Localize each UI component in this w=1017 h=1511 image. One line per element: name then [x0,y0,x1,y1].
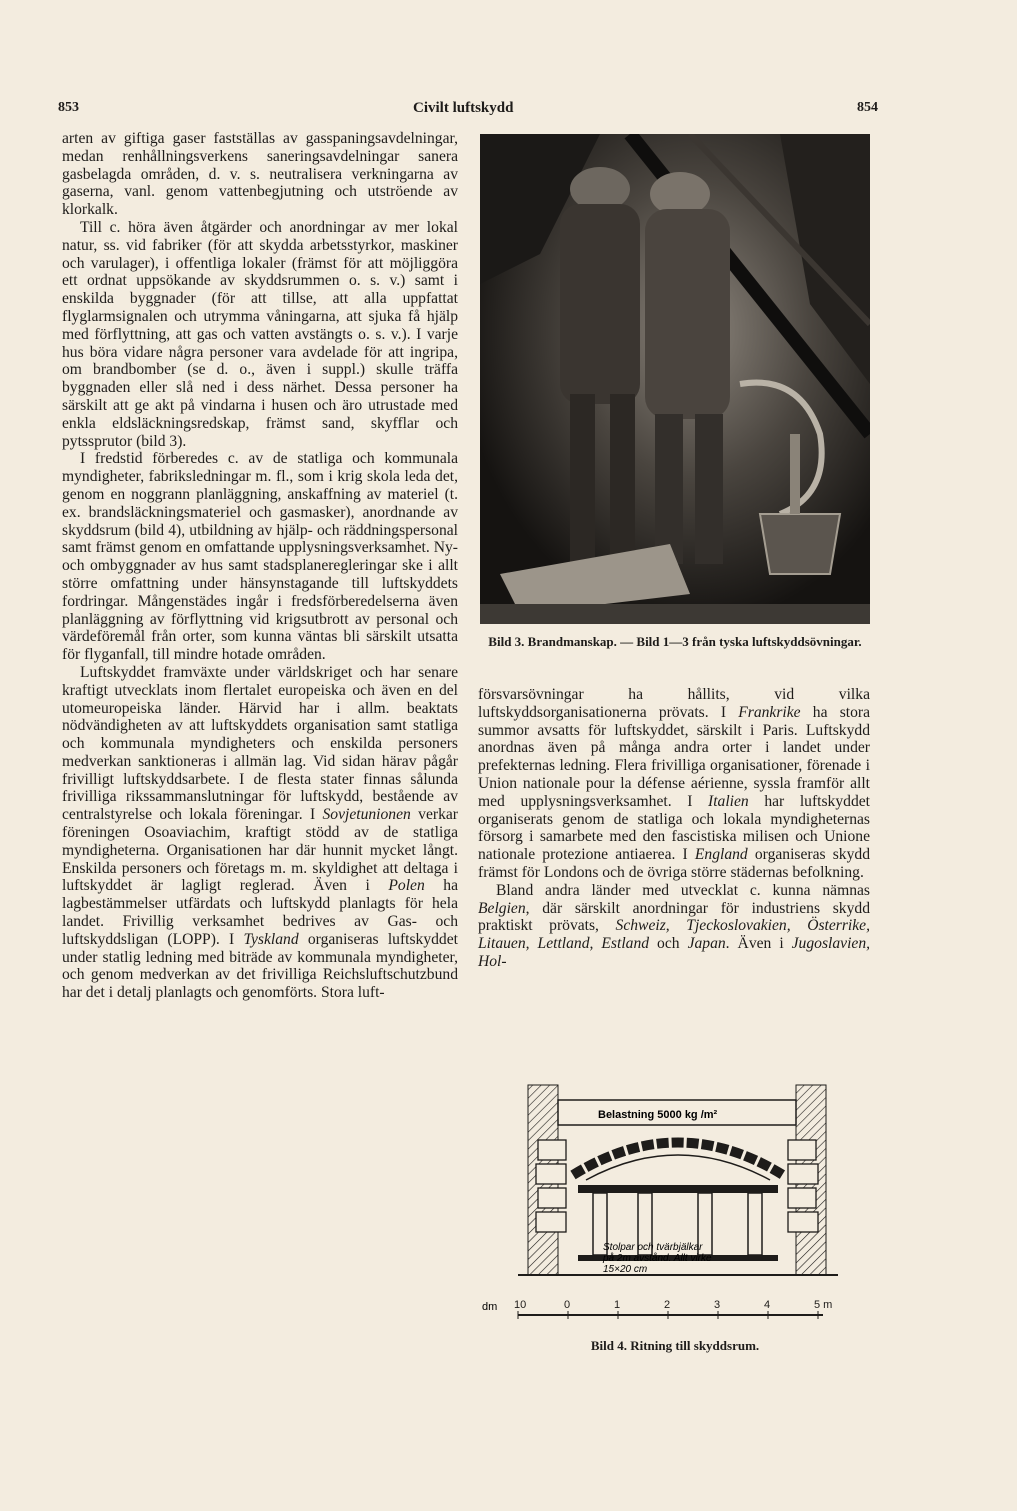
country-name: Belgien [478,899,526,917]
scale-unit: dm [482,1301,498,1313]
right-column [478,686,870,971]
firefighters-photo [480,134,870,624]
drawing-caption: Bild 4. Ritning till skyddsrum. [590,1338,760,1353]
photo-illustration [480,134,870,624]
scale-tick-label: 4 [764,1299,771,1311]
country-name: Italien [708,792,749,810]
paragraph: arten av giftiga gaser fastställas av gasspaningsavdelningar, medan renhållningsverkens saneringsavdelningar sanera gasbelagda områden, d. v. s. neutralisera verkningarna av gaserna, vanl. genom vattenbegjutning och utströende av klorkalk. [62,130,458,219]
shelter-cross-section [478,1080,872,1332]
paragraph: I fredstid förberedes c. av de statliga och kommunala myndigheter, fabriksledningar m. fl., som i krig skola leda det, genom en noggrann planläggning, anskaffning av materiel (t. ex. brandsläckningsmateriel och gasmasker), anordnande av skyddsrum (bild 4), utbildning av hjälp- och räddningspersonal samt främst genom en omfattande upplysningsverksamhet. Ny- och ombyggnader av hus samt stadsplaneregleringar ske i allt större omfattning under hänsynstagande till luftskyddets fordringar. Mångenstädes ingår i fredsförberedelserna även planläggning av förflyttning vid krigsutbrott av personal och värdeföremål från orter, som kunna väntas bli särskilt utsatta för flyganfall, till mindre hotade områden. [62,450,458,664]
scale-tick-label: 1 [614,1299,621,1311]
page-number-right: 854 [857,100,878,115]
scale-tick-label: 2 [664,1299,671,1311]
country-name: Jugoslavien, Hol- [478,935,871,970]
paragraph: Bland andra länder med utvecklat c. kunna nämnas Belgien, där särskilt anordningar för industriens skydd praktiskt prövats, Schweiz, Tjeckoslovakien, Österrike, Litauen, Lettland, Estland och Japan. Även i Jugoslavien, Hol- [478,881,871,970]
construction-note-3: 15×20 cm [603,1264,648,1275]
paragraph: Luftskyddet framväxte under världskriget och har senare kraftigt utvecklats inom flertalet europeiska och även en del utomeuropeiska länder. Härvid har i allm. beaktats nödvändigheten av att luftskyddets organisation samt statliga och kommunala myndigheters och enskilda personers medverkan sanktioneras i allmän lag. Vid sidan härav pågår frivilligt luftskyddsarbete. I de flesta stater finnas sålunda frivilliga rikssammanslutningar för luftskydd, bestående av centralstyrelse och lokala föreningar. I Sovjetunionen verkar föreningen Osoaviachim, kraftigt stödd av de statliga myndigheterna. Organisationen har där hunnit mycket långt. Enskilda personers och företags m. m. skyldighet att deltaga i luftskyddet är lagligt reglerad. Även i Polen ha lagbestämmelser utfärdats och luftskydd planlagts för hela landet. Frivillig verksamhet bedrives av Gas- och luftskyddsligan (LOPP). I Tyskland organiseras luftskyddet under statlig ledning med biträde av kommunala myndigheter, och genom medverkan av det frivilliga Reichsluftschutzbund har det i detalj planlagts och genomförts. Stora luft- [62,663,458,1002]
scale-tick-label: 0 [564,1299,571,1311]
country-name: Schweiz, Tjeckoslovakien, Österrike, Litauen, Lettland, Estland [478,917,870,953]
construction-note-1: Stolpar och tvärbjälkar [603,1242,703,1253]
country-name: Polen [388,877,425,895]
construction-note-2: på 2m avstånd. Allt virke [603,1253,712,1264]
left-column [62,130,458,1002]
country-name: Sovjetunionen [322,806,411,824]
country-name: Tyskland [243,930,299,948]
load-label: Belastning 5000 kg /m² [598,1109,718,1121]
shelter-drawing [478,1080,872,1332]
photo-caption: Bild 3. Brandmanskap. — Bild 1—3 från tyska luftskyddsövningar. [488,634,862,649]
country-name: England [694,846,748,864]
country-name: Frankrike [738,703,801,721]
running-title: Civilt luftskydd [413,100,514,116]
country-name: Japan [687,935,726,953]
page-number-left: 853 [58,100,79,115]
page-header [58,100,878,120]
scale-tick-label: 5 m [814,1299,833,1311]
paragraph: Till c. höra även åtgärder och anordningar av mer lokal natur, ss. vid fabriker (för att skydda arbetsstyrkor, maskiner och varulager), i offentliga lokaler (främst för att möjliggöra ett ordnat uppsökande av skyddsrummen o. s. v.) samt i enskilda byggnader (för att tillse, att alla uppfattat flyglarmsignalen och utrymma våningarna, att sjuka få hjälp med förflyttning, att gas och vatten avstängts o. s. v.). I varje hus böra vidare några personer vara avdelade för att ingripa, om brandbomber (se d. o., även i suppl.) skulle träffa byggnaden eller slå ned i dess närhet. Dessa personer ha särskilt att ge akt på vindarna i husen och äro utrustade med enkla eldsläckningsredskap, främst sand, skyfflar och pytssprutor (bild 3). [62,218,458,450]
scale-tick-label: 10 [514,1299,527,1311]
scale-tick-label: 3 [714,1299,721,1311]
paragraph: försvarsövningar ha hållits, vid vilka luftskyddsorganisationerna prövats. I Frankrike ha stora summor avsatts för luftskyddet, särskilt i Paris. Luftskydd anordnas även på många andra orter i landet under prefekternas ledning. Flera frivilliga organisationer, förenade i Union nationale pour la défense aérienne, syssla framför allt med upplysningsverksamhet. I Italien har luftskyddet organiserats genom de statliga och lokala myndigheternas försorg i samarbete med den fascistiska milisen och Unione nationale protezione antiaerea. I England organiseras skydd främst för Londons och de övriga större städernas befolkning. [478,686,871,881]
